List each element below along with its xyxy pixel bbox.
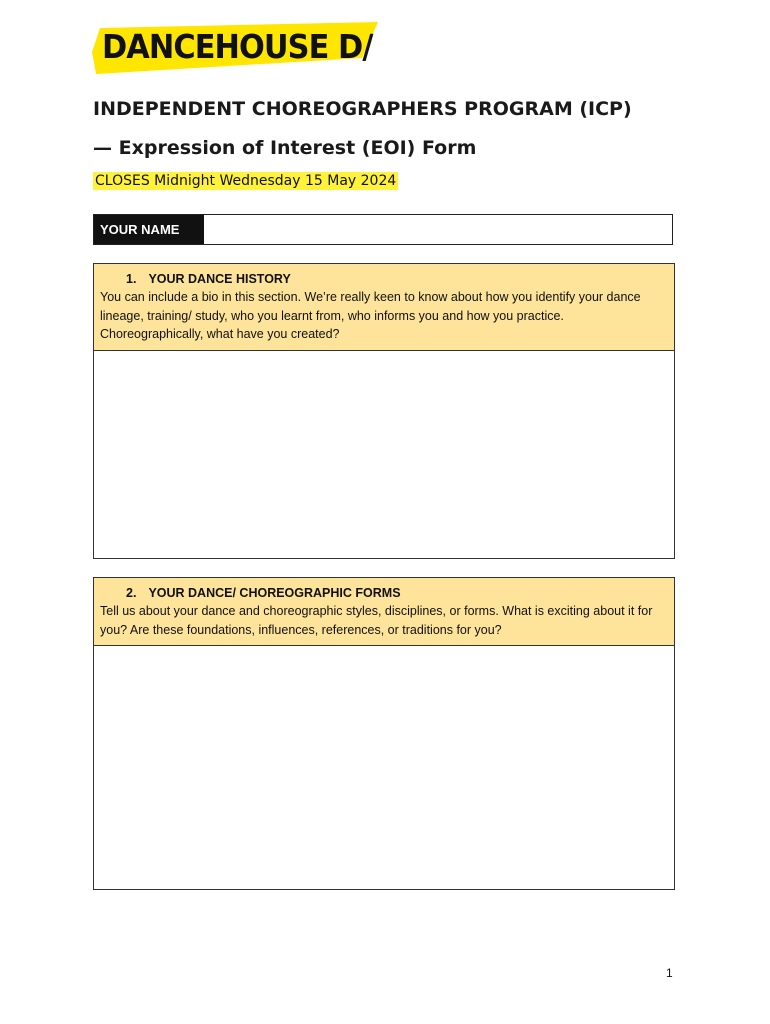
page-title-line-1: INDEPENDENT CHOREOGRAPHERS PROGRAM (ICP) — [93, 98, 632, 120]
dance-history-textarea[interactable] — [94, 351, 674, 558]
section-header — [94, 264, 674, 351]
section-number: 2. — [126, 586, 137, 600]
page-number: 1 — [666, 966, 673, 980]
section-description: Tell us about your dance and choreographic styles, disciplines, or forms. What is exciting about it for you? Are these foundations, influences, references, or traditions for you? — [100, 604, 653, 637]
section-title — [126, 586, 668, 600]
your-name-label: YOUR NAME — [94, 215, 204, 244]
section-description: You can include a bio in this section. We’re really keen to know about how you identify your dance lineage, training/ study, who you learnt from, who informs you and how you practice. Choreographically, what have you created? — [100, 290, 641, 341]
closing-date-banner: CLOSES Midnight Wednesday 15 May 2024 — [95, 173, 397, 189]
section-dance-history — [93, 263, 675, 559]
your-name-row — [93, 214, 673, 245]
logo-text: DANCEHOUSE D/ — [102, 27, 373, 66]
section-title-text: YOUR DANCE/ CHOREOGRAPHIC FORMS — [148, 586, 401, 600]
section-title-text: YOUR DANCE HISTORY — [148, 272, 291, 286]
choreographic-forms-textarea[interactable] — [94, 646, 674, 889]
dancehouse-logo — [92, 22, 382, 76]
section-title — [126, 272, 668, 286]
section-header — [94, 578, 674, 646]
section-choreographic-forms — [93, 577, 675, 890]
section-number: 1. — [126, 272, 137, 286]
page-title-line-2: — Expression of Interest (EOI) Form — [93, 137, 477, 159]
your-name-input[interactable] — [204, 215, 672, 244]
